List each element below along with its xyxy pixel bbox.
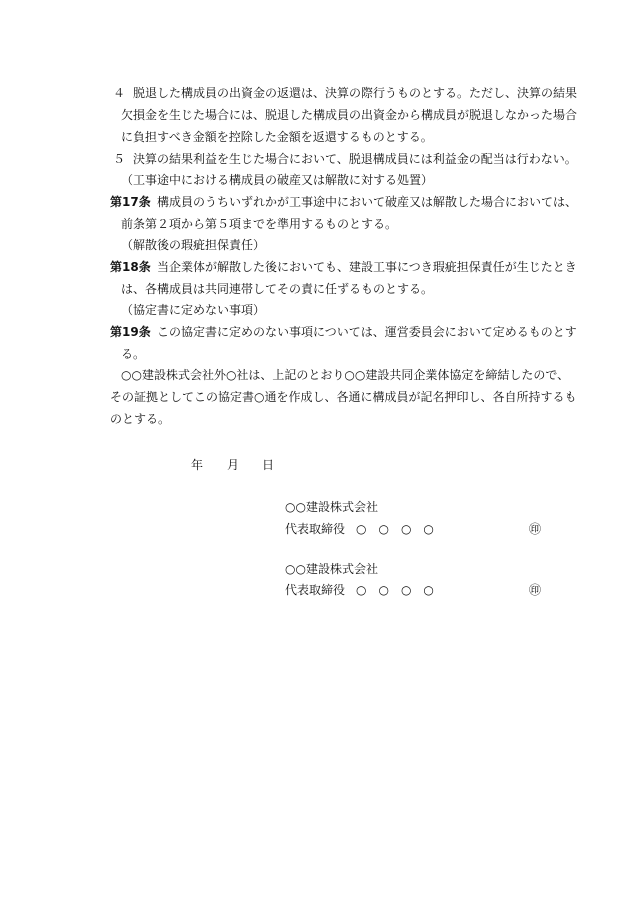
closing-line-2: その証拠としてこの協定書○通を作成し、各通に構成員が記名押印し、各自所持するも [110,390,577,404]
signatory-2-company: ○○建設株式会社 [285,562,378,576]
article17-line-2: 前条第２項から第５項までを準用するものとする。 [121,217,398,231]
article17-line-1: 構成員のうちいずれかが工事途中において破産又は解散した場合においては、 [157,195,578,209]
item4-number: ４ [113,86,126,100]
closing-line-1: ○○建設株式会社外○社は、上記のとおり○○建設共同企業体協定を締結したので、 [121,368,570,382]
article19-caption: （協定書に定めない事項） [121,303,266,317]
date-year: 年 [191,458,204,472]
article19-line-1: この協定書に定めのない事項については、運営委員会において定めるものとす [157,325,577,339]
signatory-1-company: ○○建設株式会社 [285,500,378,514]
article19-line-2: る。 [121,347,146,361]
article18-line-1: 当企業体が解散した後においても、建設工事につき瑕疵担保責任が生じたとき [157,260,577,274]
item5-number: ５ [113,152,126,166]
signatory-2-title: 代表取締役 [285,583,346,597]
date-day: 日 [262,458,275,472]
signatory-2-name: ○ ○ ○ ○ [356,583,434,597]
article18-caption: （解散後の瑕疵担保責任） [121,238,266,252]
item4-line-2: 欠損金を生じた場合には、脱退した構成員の出資金から構成員が脱退しなかった場合 [121,108,578,122]
article18-line-2: は、各構成員は共同連帯してその責に任ずるものとする。 [121,282,434,296]
article17-caption: （工事途中における構成員の破産又は解散に対する処置） [121,173,434,187]
signatory-2-seal-mark: ㊞ [529,583,542,597]
signatory-1-name: ○ ○ ○ ○ [356,522,434,536]
item4-line-1: 脱退した構成員の出資金の返還は、決算の際行うものとする。ただし、決算の結果 [133,86,578,100]
item5-line-1: 決算の結果利益を生じた場合において、脱退構成員には利益金の配当は行わない。 [133,152,577,166]
date-month: 月 [227,458,240,472]
item4-line-3: に負担すべき金額を控除した金額を返還するものとする。 [121,130,433,144]
article17-label: 第17条 [110,195,151,209]
article18-label: 第18条 [110,260,151,274]
article19-label: 第19条 [110,325,151,339]
signatory-1-title: 代表取締役 [285,522,346,536]
signatory-1-seal-mark: ㊞ [529,522,542,536]
closing-line-3: のとする。 [110,412,171,426]
